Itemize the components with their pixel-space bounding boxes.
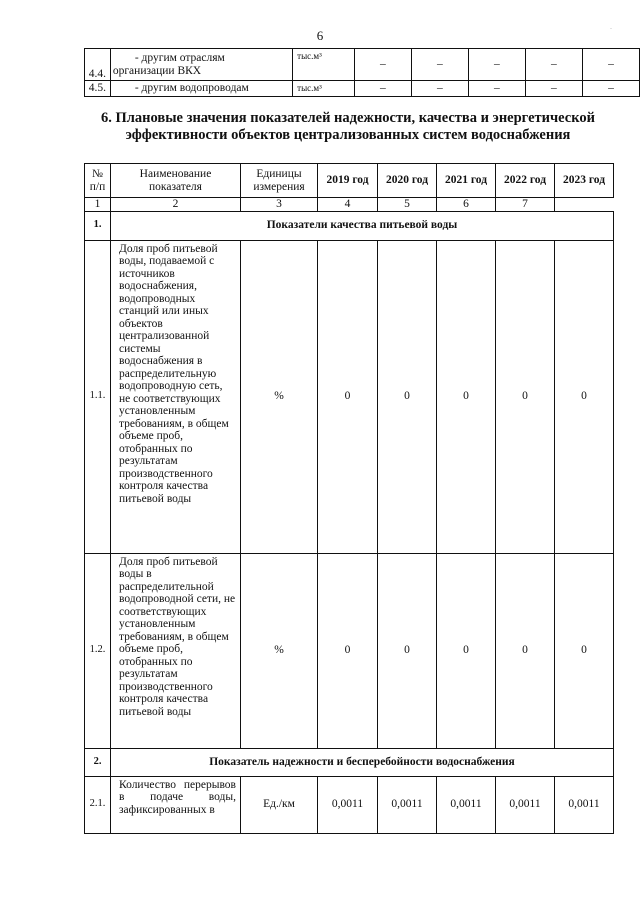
section-row xyxy=(85,748,614,776)
table-row xyxy=(85,553,614,748)
row-name: Количество перерывов в подаче воды, зафиксированных в xyxy=(111,776,241,833)
row-name: Доля проб питьевой воды в распределительной водопроводной сети, не соответствующих установленным требованиям, в общем объеме проб, отобранных по результатам производственного контроля качества питьевой воды xyxy=(111,553,241,748)
header-row xyxy=(85,164,614,198)
page-number: 6 xyxy=(316,28,324,43)
value-cell: – xyxy=(525,81,582,97)
row-num: 1.2. xyxy=(85,553,111,748)
row-unit: тыс.м³ xyxy=(293,49,355,81)
row-unit: тыс.м³ xyxy=(293,81,355,97)
table-row xyxy=(85,49,640,81)
column-number-row xyxy=(85,198,614,212)
value-cell: 0 xyxy=(378,240,437,553)
section-num: 2. xyxy=(85,748,111,776)
value-cell: – xyxy=(582,81,639,97)
row-name: Доля проб питьевой воды, подаваемой с источников водоснабжения, водопроводных станций или иных объектов централизованной системы водоснабжения в распределительную водопроводную сеть, не соответствующих установленным требованиям, в общем объеме проб, отобранных по результатам производственного контроля качества питьевой воды xyxy=(111,240,241,553)
header-year: 2019 год xyxy=(318,164,378,198)
value-cell: – xyxy=(354,49,411,81)
top-table xyxy=(84,48,640,97)
value-cell: 0,0011 xyxy=(555,776,614,833)
value-cell: – xyxy=(468,81,525,97)
col-number: 4 xyxy=(318,198,378,212)
row-num: 2.1. xyxy=(85,776,111,833)
value-cell: 0,0011 xyxy=(318,776,378,833)
value-cell: – xyxy=(525,49,582,81)
header-name: Наименование показателя xyxy=(111,164,241,198)
row-name xyxy=(110,49,292,81)
row-num: 4.5. xyxy=(85,81,111,97)
row-unit: % xyxy=(241,240,318,553)
col-number: 7 xyxy=(496,198,555,212)
value-cell: 0 xyxy=(437,240,496,553)
col-number: 6 xyxy=(437,198,496,212)
col-number: 3 xyxy=(241,198,318,212)
row-name-line2: организации ВКХ xyxy=(112,64,202,77)
col-number: 2 xyxy=(111,198,241,212)
table-row xyxy=(85,81,640,97)
row-name: - другим водопроводам xyxy=(110,81,292,97)
col-number: 5 xyxy=(378,198,437,212)
value-cell: 0 xyxy=(318,240,378,553)
value-cell: – xyxy=(354,81,411,97)
table-row xyxy=(85,776,614,833)
indicators-table xyxy=(84,163,614,834)
value-cell: 0,0011 xyxy=(437,776,496,833)
value-cell: 0 xyxy=(318,553,378,748)
header-year: 2021 год xyxy=(437,164,496,198)
scan-mark: . xyxy=(610,22,612,31)
value-cell: 0 xyxy=(555,240,614,553)
value-cell: – xyxy=(582,49,639,81)
row-unit: Ед./км xyxy=(241,776,318,833)
header-unit: Единицы измерения xyxy=(241,164,318,198)
row-unit: % xyxy=(241,553,318,748)
value-cell: 0,0011 xyxy=(378,776,437,833)
row-num: 4.4. xyxy=(85,49,111,81)
value-cell: 0 xyxy=(378,553,437,748)
header-year: 2020 год xyxy=(378,164,437,198)
header-year: 2022 год xyxy=(496,164,555,198)
section-title: Показатели качества питьевой воды xyxy=(111,211,614,240)
section-row xyxy=(85,211,614,240)
value-cell: 0 xyxy=(496,240,555,553)
col-number: 1 xyxy=(85,198,111,212)
value-cell: – xyxy=(468,49,525,81)
section-heading: 6. Плановые значения показателей надежности, качества и энергетической эффективности объектов централизованных систем водоснабжения xyxy=(101,110,595,143)
row-name-line1: - другим отраслям xyxy=(134,51,225,64)
value-cell: 0,0011 xyxy=(496,776,555,833)
row-num: 1.1. xyxy=(85,240,111,553)
header-year: 2023 год xyxy=(555,164,614,198)
value-cell: 0 xyxy=(437,553,496,748)
section-title: Показатель надежности и бесперебойности водоснабжения xyxy=(111,748,614,776)
value-cell: 0 xyxy=(496,553,555,748)
value-cell: – xyxy=(411,81,468,97)
value-cell: – xyxy=(411,49,468,81)
value-cell: 0 xyxy=(555,553,614,748)
table-row xyxy=(85,240,614,553)
header-num: № п/п xyxy=(85,164,111,198)
section-num: 1. xyxy=(85,211,111,240)
